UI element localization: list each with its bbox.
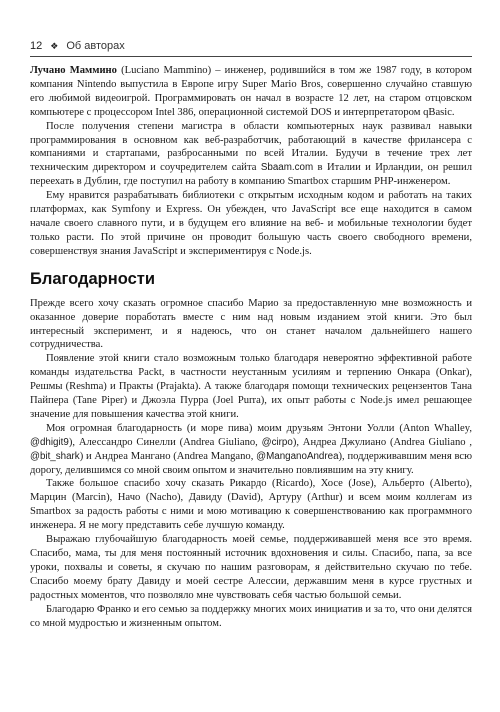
chapter-title: Об авторах <box>66 40 125 52</box>
ack-paragraph: Моя огромная благодарность (и море пива) моим друзьям Энтони Уолли (Anton Whalley, @dhigit9), Алессандро Синелли (Andrea Giuliano, @cirpo), Андреа Джулиано (Andrea Giuliano , @bit_shark) и Андреа Мангано (Andrea Mangano, @ManganoAndrea), поддерживавшим меня всю дорогу, делившимся со мной своим опытом и значительно повлиявшим на эту книгу. <box>30 422 473 476</box>
author-bio-paragraph: После получения степени магистра в области компьютерных наук развивал навыки программирования в основном как веб-разработчик, работающий в качестве фрилансера с компаниями и стартапами, разбросанными по всей Италии. Будучи в течение трех лет техническим директором и соучредителем сайта Sbaam.com в Италии и Ирландии, он решил переехать в Дублин, где поступил на работу в компанию Smartbox старшим PHP-инженером. <box>30 120 472 188</box>
running-header <box>30 38 472 54</box>
section-heading: Благодарности <box>30 269 155 288</box>
author-bio-paragraph: Лучано Маммино (Luciano Mammino) – инженер, родившийся в том же 1987 году, в котором компания Nintendo выпустила в Европе игру Super Mario Bros, совершенно случайно ставшую его любимой видеоигрой. Программировать он начал в возрасте 12 лет, на старом отцовском компьютере с процессором Intel 386, операционной системой DOS и интерпретатором qBasic. <box>30 65 473 118</box>
author-bio-paragraph: Ему нравится разрабатывать библиотеки с открытым исходным кодом и работать на таких платформах, как Symfony и Express. Он убежден, что JavaScript все еще находится в самом начале своего славного пути, и в будущем его влияние на веб- и мобильные технологии будет только расти. По этой причине он проводит большую часть своего свободного времени, совершенствуя знания JavaScript и экспериментируя с Node.js. <box>30 190 472 257</box>
page-body <box>30 64 472 630</box>
ack-paragraph: Также большое спасибо хочу сказать Рикардо (Ricardo), Хосе (Jose), Альберто (Alberto), Марцин (Marcin), Начо (Nacho), Давиду (David), Артуру (Arthur) и всем моим коллегам из Smartbox за радость работы с ними и мою мотивацию к совершенствованию как программного инженера. Я не могу представить себе лучшую команду. <box>30 478 472 532</box>
diamond-ornament-icon: ❖ <box>50 40 59 51</box>
twitter-handle: @cirpo <box>261 436 293 448</box>
twitter-handle: @ManganoAndrea <box>256 450 339 462</box>
author-name: Лучано Маммино <box>30 65 117 76</box>
page-number: 12 <box>30 40 43 52</box>
ack-paragraph: Прежде всего хочу сказать огромное спасибо Марио за предоставленную мне возможность и оказанное доверие поработать вместе с ним над новым изданием этой книги. Это был интересный эксперимент, и я надеюсь, что он станет началом дальнейшего нашего сотрудничества. <box>30 297 472 351</box>
ack-paragraph: Выражаю глубочайшую благодарность моей семье, поддерживавшей меня все это время. Спасибо, мама, ты для меня постоянный источник вдохновения и силы. Спасибо, папа, за все уроки, похвалы и советы, я скучаю по нашим разговорам, я действительно скучаю по тебе. Спасибо моему брату Давиду и моей сестре Алессии, державшим меня в курсе грустных и радостных моментов, что позволяло мне чувствовать себя частью большой семьи. <box>30 534 472 601</box>
header-rule <box>30 56 472 57</box>
site-name: Sbaam.com <box>260 162 314 174</box>
twitter-handle: @dhigit9 <box>30 436 69 448</box>
ack-paragraph: Появление этой книги стало возможным только благодаря невероятно эффективной работе команды издательства Packt, в частности неустанным усилиям и терпению Онкара (Onkar), Решмы (Reshma) и Практы (Prajakta). А также благодаря помощи технических рецензентов Тана Пайпера (Tane Piper) и Джоэла Пурра (Joel Purra), их опыт работы с Node.js имел решающее значение для повышения качества этой книги. <box>30 353 472 420</box>
twitter-handle: @bit_shark <box>30 450 80 462</box>
ack-paragraph: Благодарю Франко и его семью за поддержку многих моих инициатив и за то, что они делятся со мной мудростью и жизненным опытом. <box>30 603 472 629</box>
